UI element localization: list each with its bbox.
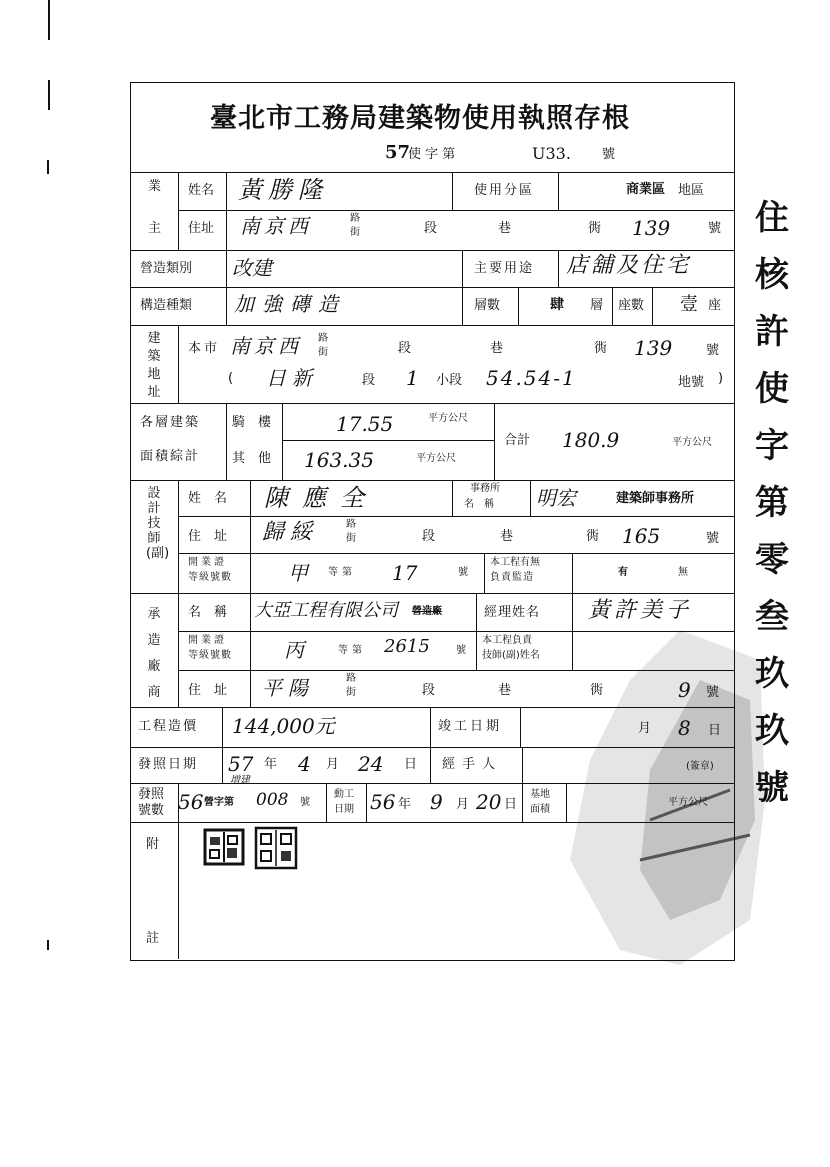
floors-value: 肆 [550, 297, 564, 313]
contractor-address-value: 平陽 [262, 676, 314, 700]
base-area-label-1: 基地 [530, 789, 550, 800]
floor-area-label-2: 面積綜計 [140, 449, 201, 464]
designer-number-value: 165 [622, 524, 661, 548]
designer-cert-label-2: 等級號數 [188, 572, 232, 583]
designer-alley-label: 衖 [586, 529, 600, 544]
notes-label-bottom: 註 [146, 931, 160, 946]
start-day: 20 [476, 790, 502, 814]
supervise-label-1: 本工程有無 [490, 557, 540, 568]
area-total-value: 180.9 [562, 428, 620, 452]
designer-group-label: 設計技師(副) [146, 486, 170, 561]
floor-area-label-1: 各層建築 [140, 415, 201, 430]
designer-address-label: 住 址 [188, 529, 228, 544]
scan-edge-mark [48, 80, 50, 110]
completion-label: 竣工日期 [438, 719, 503, 734]
cost-label: 工程造價 [138, 719, 199, 734]
arcade-value: 17.55 [336, 412, 394, 436]
contractor-cert-no: 2615 [384, 636, 430, 657]
floors-label: 層數 [474, 298, 501, 313]
start-date-label-2: 日期 [334, 804, 354, 815]
designer-number-label: 號 [706, 531, 720, 546]
license-prefix: 57 [385, 142, 411, 163]
contractor-cert-word: 等第 [338, 645, 366, 656]
arcade-unit: 平方公尺 [428, 413, 468, 424]
base-area-label-2: 面積 [530, 804, 550, 815]
contractor-group-label: 承造廠商 [147, 607, 161, 700]
structure-value: 加強磚造 [234, 292, 346, 316]
site-section-label: 段 [398, 341, 412, 356]
designer-name-value: 陳應全 [264, 484, 378, 512]
buildings-label: 座數 [618, 298, 645, 313]
other-value: 163.35 [304, 448, 374, 472]
completion-month-label: 月 [638, 721, 652, 736]
engineer-label-2: 技師(副)姓名 [482, 650, 540, 661]
site-number-label: 號 [706, 343, 720, 358]
permit-word: 營字第 [204, 797, 234, 808]
office-label-2: 名 稱 [464, 499, 494, 510]
contractor-name-struck: 營造廠 [412, 606, 442, 617]
supervise-label-2: 負責監造 [490, 572, 534, 583]
zoning-label: 使用分區 [474, 183, 535, 198]
completion-day: 8 [678, 716, 691, 740]
site-city-label: 本市 [188, 341, 221, 356]
land-section-value: 1 [406, 366, 419, 390]
start-month-label: 月 [456, 797, 470, 812]
land-numbers: 54.54-1 [486, 366, 577, 390]
permit-label-1: 發照 [138, 787, 165, 802]
zoning-value: 商業區 [626, 182, 666, 197]
office-suffix: 建築師事務所 [616, 491, 695, 506]
construction-type-label: 營造類別 [140, 261, 193, 276]
main-use-value: 店舖及住宅 [566, 253, 692, 278]
seal-stamp-icon [254, 826, 298, 870]
issue-day: 24 [358, 752, 384, 776]
designer-name-label: 姓 名 [188, 491, 228, 506]
license-suffix: 號 [602, 147, 616, 162]
land-close-paren: ) [718, 371, 724, 386]
owner-name-value: 黃勝隆 [238, 176, 328, 204]
contractor-section-label: 段 [422, 683, 436, 698]
contractor-number-value: 9 [678, 678, 691, 702]
land-open-paren: ( [228, 371, 234, 386]
handler-label: 經手人 [442, 757, 503, 772]
site-lane-label: 巷 [490, 341, 504, 356]
owner-section-label: 段 [424, 221, 438, 236]
scan-edge-mark [48, 0, 50, 40]
manager-label: 經理姓名 [484, 605, 541, 620]
start-year: 56 [370, 790, 396, 814]
construction-type-value: 改建 [232, 256, 272, 280]
area-total-unit: 平方公尺 [672, 437, 712, 448]
area-total-label: 合計 [504, 433, 531, 448]
buildings-unit: 座 [708, 298, 722, 313]
permit-annotation: 增建 [230, 775, 250, 786]
land-district: 日新 [266, 366, 318, 390]
designer-lane-label: 巷 [500, 529, 514, 544]
handler-seal-label: (簽章) [686, 761, 714, 772]
designer-cert-suffix: 號 [458, 567, 468, 578]
supervise-value: 有 [618, 567, 628, 578]
owner-road-label: 路 [350, 213, 360, 224]
permit-year: 56 [178, 790, 204, 814]
contractor-lane-label: 巷 [498, 683, 512, 698]
other-unit: 平方公尺 [416, 453, 456, 464]
contractor-address-label: 住 址 [188, 683, 228, 698]
owner-name-label: 姓名 [188, 183, 215, 198]
other-label: 其 他 [232, 451, 272, 466]
issue-day-label: 日 [404, 757, 418, 772]
engineer-label-1: 本工程負責 [482, 635, 532, 646]
designer-address-value: 歸綏 [262, 520, 319, 545]
office-value: 明宏 [536, 486, 576, 510]
supervise-none: 無 [678, 567, 688, 578]
floors-unit: 層 [590, 298, 604, 313]
contractor-number-label: 號 [706, 685, 720, 700]
owner-address-number: 139 [632, 216, 671, 240]
owner-group-label-1: 業 [148, 179, 162, 194]
owner-address-label: 住址 [188, 221, 215, 236]
completion-day-label: 日 [708, 723, 722, 738]
main-use-label: 主要用途 [474, 261, 535, 276]
owner-number-label: 號 [708, 221, 722, 236]
start-month: 9 [430, 790, 443, 814]
contractor-name-value: 大亞工程有限公司 [254, 600, 398, 621]
arcade-label: 騎 樓 [232, 415, 272, 430]
owner-group-label-2: 主 [148, 221, 162, 236]
issue-date-label: 發照日期 [138, 757, 199, 772]
notes-label-top: 附 [146, 837, 160, 852]
designer-cert-grade: 甲 [288, 561, 308, 585]
land-section-label: 段 [362, 373, 376, 388]
office-label-1: 事務所 [470, 483, 500, 494]
contractor-name-label: 名 稱 [188, 605, 228, 620]
designer-cert-word: 等第 [328, 567, 356, 578]
contractor-cert-suffix: 號 [456, 645, 466, 656]
designer-cert-no: 17 [392, 561, 418, 585]
site-number-value: 139 [634, 336, 673, 360]
site-street-label: 街 [318, 347, 328, 358]
site-road-label: 路 [318, 333, 328, 344]
contractor-cert-label-1: 開業證 [188, 635, 227, 646]
owner-address-road: 南京西 [240, 214, 312, 238]
contractor-street-label: 街 [346, 687, 356, 698]
manager-value: 黃許美子 [588, 598, 693, 623]
base-area-unit: 平方公尺 [668, 797, 708, 808]
start-day-label: 日 [504, 797, 518, 812]
side-margin-text: 住核許使字第零叁玖玖號 [755, 198, 789, 808]
buildings-value: 壹 [680, 294, 698, 315]
start-date-label-1: 動工 [334, 789, 354, 800]
document-title: 臺北市工務局建築物使用執照存根 [210, 103, 630, 134]
designer-cert-label-1: 開業證 [188, 557, 227, 568]
designer-street-label: 街 [346, 533, 356, 544]
permit-label-2: 號數 [138, 803, 165, 818]
land-number-label: 地號 [678, 375, 705, 390]
license-word: 使 字 第 [408, 147, 456, 162]
cost-value: 144,000元 [232, 714, 335, 738]
designer-section-label: 段 [422, 529, 436, 544]
issue-year-label: 年 [264, 757, 278, 772]
zoning-suffix: 地區 [678, 183, 705, 198]
issue-month: 4 [298, 752, 311, 776]
contractor-road-label: 路 [346, 673, 356, 684]
permit-suffix: 號 [300, 797, 310, 808]
designer-road-label: 路 [346, 519, 356, 530]
site-group-label: 建築地址 [147, 331, 161, 400]
contractor-cert-label-2: 等級號數 [188, 650, 232, 661]
issue-year: 57 [228, 752, 254, 776]
seal-stamp-icon [203, 828, 245, 866]
contractor-alley-label: 衖 [590, 683, 604, 698]
land-subsection-label: 小段 [436, 373, 463, 388]
scan-edge-mark [47, 160, 49, 174]
start-year-label: 年 [398, 797, 412, 812]
owner-lane-label: 巷 [498, 221, 512, 236]
owner-street-label: 街 [350, 227, 360, 238]
contractor-cert-grade: 丙 [284, 638, 304, 662]
scan-edge-mark [47, 940, 49, 950]
permit-number: 008 [256, 790, 289, 810]
site-road-value: 南京西 [230, 334, 302, 358]
structure-label: 構造種類 [140, 298, 193, 313]
license-number: U33. [532, 144, 571, 163]
site-alley-label: 衖 [594, 341, 608, 356]
issue-month-label: 月 [326, 757, 340, 772]
owner-alley-label: 衖 [588, 221, 602, 236]
